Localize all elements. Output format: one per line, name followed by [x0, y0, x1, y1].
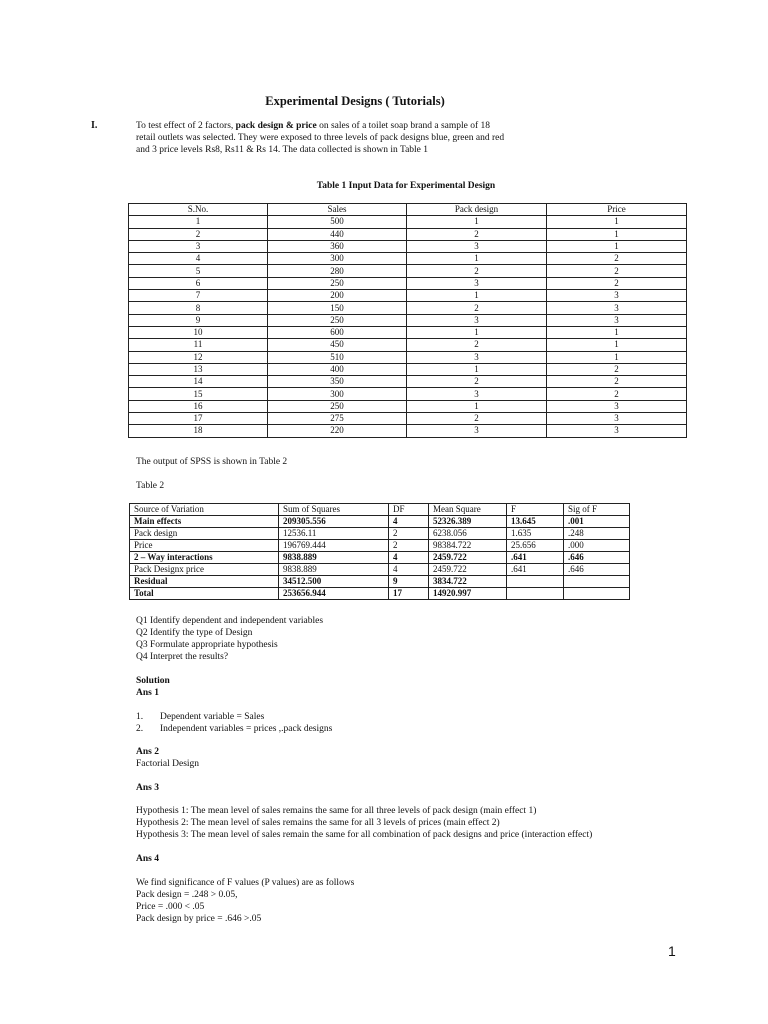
table-cell: 2 [407, 413, 547, 425]
table-row [130, 576, 630, 588]
table-cell: 2 [407, 302, 547, 314]
table-cell: 3 [547, 302, 687, 314]
input-data-table [128, 203, 687, 438]
ans4-line-4: Pack design by price = .646 >.05 [136, 914, 262, 924]
ans4-line-2: Pack design = .248 > 0.05, [136, 890, 238, 900]
table-cell: 34512.500 [279, 576, 389, 588]
table-cell: 2 [547, 376, 687, 388]
table-cell: 16 [129, 400, 268, 412]
table-cell: Total [130, 588, 279, 600]
table-cell: 3 [407, 351, 547, 363]
table-cell: 9 [129, 314, 268, 326]
table-cell: 2 [129, 228, 268, 240]
intro-text-2: on sales of a toilet soap brand a sample of 18 retail outlets was selected. They were exposed to three levels of pack designs blue, green and red and 3 price levels Rs8, Rs11 & Rs 14. The data collected is shown in Table 1 [136, 121, 505, 155]
ans2-text: Factorial Design [136, 759, 200, 769]
intro-paragraph [136, 120, 508, 156]
table-cell: 450 [268, 339, 407, 351]
table-cell: 1 [407, 400, 547, 412]
table-cell: 300 [268, 253, 407, 265]
table-row [129, 351, 687, 363]
page-title: Experimental Designs ( Tutorials) [265, 94, 445, 108]
table-cell: 1 [547, 228, 687, 240]
table-cell: Main effects [130, 516, 279, 528]
ans2-heading: Ans 2 [136, 747, 159, 757]
table-cell: 300 [268, 388, 407, 400]
table-cell: 3834.722 [429, 576, 507, 588]
ans1-list [136, 711, 332, 735]
table-cell: .641 [507, 552, 564, 564]
table-cell: 510 [268, 351, 407, 363]
table-cell: 1 [407, 326, 547, 338]
hypothesis-2: Hypothesis 2: The mean level of sales remains the same for all 3 levels of prices (main effect 2) [136, 818, 500, 828]
table-cell: 3 [407, 240, 547, 252]
table-cell: .000 [564, 540, 630, 552]
table-cell: 1 [547, 339, 687, 351]
table-cell: 1.635 [507, 528, 564, 540]
table-cell: 9 [389, 576, 429, 588]
table-cell [564, 588, 630, 600]
table-cell: 250 [268, 400, 407, 412]
ans4-text [136, 877, 354, 925]
table-cell: Pack Designx price [130, 564, 279, 576]
ans1-heading: Ans 1 [136, 688, 159, 698]
ans4-heading: Ans 4 [136, 854, 159, 864]
table-cell: 250 [268, 277, 407, 289]
table-cell: 52326.389 [429, 516, 507, 528]
table-row [129, 363, 687, 375]
table-cell: 2 [547, 277, 687, 289]
table-cell: 2 [547, 388, 687, 400]
question-3: Q3 Formulate appropriate hypothesis [136, 640, 278, 650]
table-cell: 1 [547, 326, 687, 338]
ans1-item-2: 2. Independent variables = prices ,.pack designs [136, 724, 333, 734]
table-cell: 98384.722 [429, 540, 507, 552]
table-cell: 3 [547, 290, 687, 302]
table-cell: 3 [407, 388, 547, 400]
table-cell: 220 [268, 425, 407, 437]
table-cell: S.No. [129, 204, 268, 216]
table-cell: 209305.556 [279, 516, 389, 528]
table-row [129, 413, 687, 425]
ans4-line-1: We find significance of F values (P values) are as follows [136, 878, 355, 888]
table-cell: 17 [129, 413, 268, 425]
table-cell: 18 [129, 425, 268, 437]
table-row [130, 552, 630, 564]
table-row [129, 339, 687, 351]
table-cell: 8 [129, 302, 268, 314]
table-cell: 200 [268, 290, 407, 302]
questions-list [136, 615, 323, 663]
spss-note: The output of SPSS is shown in Table 2 [136, 457, 288, 467]
table-cell: 150 [268, 302, 407, 314]
table-cell: 2 [407, 228, 547, 240]
table-cell: 3 [407, 277, 547, 289]
table-cell: 2 [547, 265, 687, 277]
table-row [129, 216, 687, 228]
table-row [130, 564, 630, 576]
table-cell: 350 [268, 376, 407, 388]
table-row [129, 302, 687, 314]
table-cell: 3 [129, 240, 268, 252]
solution-heading: Solution [136, 676, 170, 686]
ans1-item-1: 1. Dependent variable = Sales [136, 712, 265, 722]
table-cell [507, 576, 564, 588]
table-cell: Pack design [407, 204, 547, 216]
table-cell: 2 [407, 376, 547, 388]
table-cell: 1 [547, 351, 687, 363]
table-row [129, 265, 687, 277]
table-cell: 1 [407, 363, 547, 375]
page-number: 1 [668, 943, 676, 959]
table-cell: 280 [268, 265, 407, 277]
table-cell: 1 [407, 253, 547, 265]
table-cell: 3 [407, 314, 547, 326]
table-cell [564, 576, 630, 588]
anova-table [129, 503, 630, 600]
table-cell: 1 [129, 216, 268, 228]
table-cell [507, 588, 564, 600]
table-cell: 360 [268, 240, 407, 252]
table-cell: 2459.722 [429, 552, 507, 564]
table-cell: 2 [389, 540, 429, 552]
question-2: Q2 Identify the type of Design [136, 628, 253, 638]
table-cell: 3 [547, 400, 687, 412]
question-4: Q4 Interpret the results? [136, 652, 229, 662]
table-row [130, 540, 630, 552]
table-cell: 25.656 [507, 540, 564, 552]
table-cell: 250 [268, 314, 407, 326]
table-cell: 9838.889 [279, 552, 389, 564]
table-header-cell: F [507, 504, 564, 516]
table-cell: 2 [389, 528, 429, 540]
table-cell: 3 [547, 413, 687, 425]
table-cell: 2 [547, 253, 687, 265]
table-cell: 275 [268, 413, 407, 425]
table-row [130, 528, 630, 540]
table-row [129, 425, 687, 437]
table-row [129, 277, 687, 289]
table-header-row [129, 204, 687, 216]
table-cell: 14 [129, 376, 268, 388]
table-cell: 4 [129, 253, 268, 265]
table-cell: 14920.997 [429, 588, 507, 600]
table-cell: 400 [268, 363, 407, 375]
table-cell: .646 [564, 552, 630, 564]
hypothesis-1: Hypothesis 1: The mean level of sales remains the same for all three levels of pack design (main effect 1) [136, 806, 537, 816]
table2-caption: Table 2 [136, 481, 165, 491]
table-row [129, 253, 687, 265]
intro-bold-factors: pack design & price [235, 121, 317, 131]
table-cell: 6 [129, 277, 268, 289]
table-cell: 4 [389, 564, 429, 576]
table-header-row [130, 504, 630, 516]
table1-caption: Table 1 Input Data for Experimental Design [316, 181, 496, 191]
table-cell: 1 [547, 216, 687, 228]
table-cell: Sales [268, 204, 407, 216]
table-row [130, 516, 630, 528]
table-row [129, 228, 687, 240]
table-cell: Residual [130, 576, 279, 588]
table-cell: 440 [268, 228, 407, 240]
table-cell: Pack design [130, 528, 279, 540]
table-header-cell: Sig of F [564, 504, 630, 516]
hypothesis-3: Hypothesis 3: The mean level of sales remain the same for all combination of pack designs and price (interaction effect) [136, 830, 593, 840]
table-row [130, 588, 630, 600]
question-1: Q1 Identify dependent and independent variables [136, 616, 324, 626]
table-cell: 600 [268, 326, 407, 338]
table-cell: 11 [129, 339, 268, 351]
table-cell: 13.645 [507, 516, 564, 528]
table-cell: 12536.11 [279, 528, 389, 540]
table-row [129, 376, 687, 388]
table-cell: 2 [407, 265, 547, 277]
table-cell: .646 [564, 564, 630, 576]
table-cell: 13 [129, 363, 268, 375]
table-row [129, 290, 687, 302]
table-cell: 10 [129, 326, 268, 338]
table-cell: 2 – Way interactions [130, 552, 279, 564]
table-cell: 2 [407, 339, 547, 351]
table-cell: 15 [129, 388, 268, 400]
table-header-cell: Mean Square [429, 504, 507, 516]
table-row [129, 326, 687, 338]
question-number: I. [91, 120, 98, 131]
table-header-cell: DF [389, 504, 429, 516]
table-cell: 253656.944 [279, 588, 389, 600]
ans3-hypotheses [136, 805, 592, 841]
table-cell: .248 [564, 528, 630, 540]
table-cell: Price [130, 540, 279, 552]
table-cell: .001 [564, 516, 630, 528]
table-cell: .641 [507, 564, 564, 576]
table-row [129, 240, 687, 252]
table-cell: 17 [389, 588, 429, 600]
intro-text-1: To test effect of 2 factors, [136, 121, 236, 131]
table-cell: 1 [407, 290, 547, 302]
ans3-heading: Ans 3 [136, 783, 159, 793]
table-row [129, 314, 687, 326]
table-cell: 3 [407, 425, 547, 437]
table-cell: 1 [407, 216, 547, 228]
table-cell: 6238.056 [429, 528, 507, 540]
table-row [129, 400, 687, 412]
table-cell: 4 [389, 552, 429, 564]
table-cell: 5 [129, 265, 268, 277]
table-cell: 2 [547, 363, 687, 375]
table-cell: 500 [268, 216, 407, 228]
table-cell: Price [547, 204, 687, 216]
table-cell: 196769.444 [279, 540, 389, 552]
table-cell: 2459.722 [429, 564, 507, 576]
table-cell: 3 [547, 314, 687, 326]
table-cell: 7 [129, 290, 268, 302]
table-cell: 9838.889 [279, 564, 389, 576]
table-cell: 4 [389, 516, 429, 528]
table-row [129, 388, 687, 400]
table-cell: 3 [547, 425, 687, 437]
table-cell: 1 [547, 240, 687, 252]
table-header-cell: Source of Variation [130, 504, 279, 516]
table-cell: 12 [129, 351, 268, 363]
ans4-line-3: Price = .000 < .05 [136, 902, 205, 912]
table-header-cell: Sum of Squares [279, 504, 389, 516]
